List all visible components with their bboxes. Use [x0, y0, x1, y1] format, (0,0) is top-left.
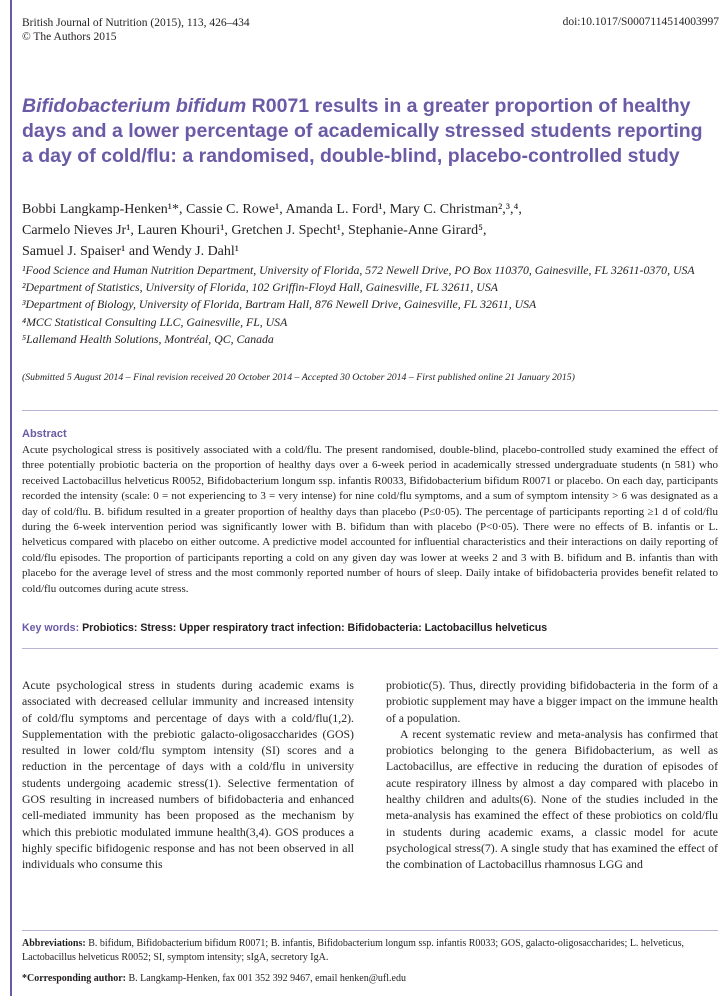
keywords	[22, 622, 718, 634]
keywords-text: Probiotics: Stress: Upper respiratory tract infection: Bifidobacteria: Lactobacillus helveticus	[82, 622, 548, 634]
divider	[22, 648, 718, 649]
author-list	[22, 199, 712, 262]
margin-rule	[10, 0, 12, 996]
body-column-right	[386, 677, 718, 873]
body-paragraph: A recent systematic review and meta-analysis has confirmed that probiotics belonging to the genera Bifidobacterium, as well as Lactobacillus, are effective in reducing the duration of episodes of acute respiratory illness by almost a day compared with placebo in healthy children and adults(6). None of the studies included in the meta-analysis has examined the effect of these probiotics on cold/flu in students during academic exams, a classic model for acute psychological stress(7). A single study that has examined the effect of the combination of Lactobacillus rhamnosus LGG and	[386, 726, 718, 872]
abstract-text: Acute psychological stress is positively associated with a cold/flu. The present randomised, double-blind, placebo-controlled study examined the effect of three potentially probiotic bacteria on the proportion of healthy days over a 6-week period in academically stressed undergraduate students (n 581) who received Lactobacillus helveticus R0052, Bifidobacterium longum ssp. infantis R0033, Bifidobacterium bifidum R0071 or placebo. On each day, participants recorded the intensity (scale: 0 = not experiencing to 3 = very intense) for nine cold/flu symptoms, and a sum of symptom intensity > 6 was designated as a day of cold/flu. B. bifidum resulted in a greater proportion of healthy days than placebo (P≤0·05). The percentage of participants reporting ≥1 d of cold/flu during the 6-week intervention period was significantly lower with B. bifidum than with placebo (P<0·05). There were no effects of B. infantis or L. helveticus compared with placebo on either outcome. A predictive model accounted for influential characteristics and their interactions on daily reporting of cold/flu episodes. The proportion of participants reporting a cold on any given day was lower at weeks 2 and 3 with B. bifidum and B. infantis than with placebo for the average level of stress and the most commonly reported number of hours of sleep. Daily intake of bifidobacteria provides benefit related to cold/flu outcomes during acute stress.	[22, 444, 718, 595]
body-column-left	[22, 677, 354, 873]
author-line: Samuel J. Spaiser¹ and Wendy J. Dahl¹	[22, 244, 239, 259]
divider	[22, 930, 718, 931]
affiliations	[22, 262, 712, 348]
abstract-heading: Abstract	[22, 428, 67, 440]
copyright: © The Authors 2015	[22, 31, 117, 43]
article-title	[22, 94, 712, 169]
abbreviations-label: Abbreviations:	[22, 938, 86, 949]
corresponding-text[interactable]: B. Langkamp-Henken, fax 001 352 392 9467, email henken@ufl.edu	[128, 973, 406, 984]
affiliation: ⁵Lallemand Health Solutions, Montréal, QC, Canada	[22, 331, 274, 346]
affiliation: ²Department of Statistics, University of Florida, 102 Griffin-Floyd Hall, Gainesville, FL 32611, USA	[22, 280, 498, 295]
submission-dates: (Submitted 5 August 2014 – Final revision received 20 October 2014 – Accepted 30 October 2014 – First published online 21 January 2015)	[22, 372, 575, 383]
journal-citation: British Journal of Nutrition (2015), 113, 426–434	[22, 17, 250, 29]
title-species: Bifidobacterium bifidum	[22, 95, 247, 117]
author-line: Bobbi Langkamp-Henken¹*, Cassie C. Rowe¹, Amanda L. Ford¹, Mary C. Christman²,³,⁴,	[22, 202, 522, 217]
doi-link[interactable]: doi:10.1017/S0007114514003997	[562, 16, 719, 28]
body-paragraph: probiotic(5). Thus, directly providing bifidobacteria in the form of a probiotic supplement may have a bigger impact on the immune health of a population.	[386, 678, 718, 725]
abbreviations-footnote	[22, 937, 718, 965]
corresponding-footnote	[22, 972, 718, 986]
title-rest: R0071 results in a greater proportion of healthy days and a lower percentage of academically stressed students reporting a day of cold/flu: a randomised, double-blind, placebo-controlled study	[22, 95, 703, 167]
keywords-label: Key words:	[22, 622, 80, 634]
affiliation: ³Department of Biology, University of Florida, Bartram Hall, 876 Newell Drive, Gainesville, FL 32611, USA	[22, 297, 537, 312]
affiliation: ⁴MCC Statistical Consulting LLC, Gainesville, FL, USA	[22, 314, 288, 329]
affiliation: ¹Food Science and Human Nutrition Department, University of Florida, 572 Newell Drive, PO Box 110370, Gainesville, FL 32611-0370, USA	[22, 263, 695, 277]
divider	[22, 410, 718, 411]
author-line: Carmelo Nieves Jr¹, Lauren Khouri¹, Gretchen J. Specht¹, Stephanie-Anne Girard⁵,	[22, 223, 487, 238]
body-paragraph: Acute psychological stress in students during academic exams is associated with decreased cellular immunity and increased intensity of cold/flu symptoms and percentage of days with a cold/flu(1,2). Supplementation with the prebiotic galacto-oligosaccharides (GOS) resulted in lower cold/flu symptom intensity (SI) scores and a reduction in the percentage of days with a cold/flu in university students undergoing academic stress(1). Selective fermentation of GOS resulting in increased numbers of bifidobacteria and enhanced cell-mediated immunity has been proposed as the mechanism by which this prebiotic modulated immune health(3,4). GOS produces a highly specific bifidogenic response and has not been observed in all individuals who consume this	[22, 678, 354, 872]
abbreviations-text: B. bifidum, Bifidobacterium bifidum R0071; B. infantis, Bifidobacterium longum ssp. infantis R0033; GOS, galacto-oligosaccharides; L. helveticus, Lactobacillus helveticus R0052; SI, symptom intensity; sIgA, secretory IgA.	[22, 938, 684, 963]
corresponding-label: *Corresponding author:	[22, 973, 126, 984]
